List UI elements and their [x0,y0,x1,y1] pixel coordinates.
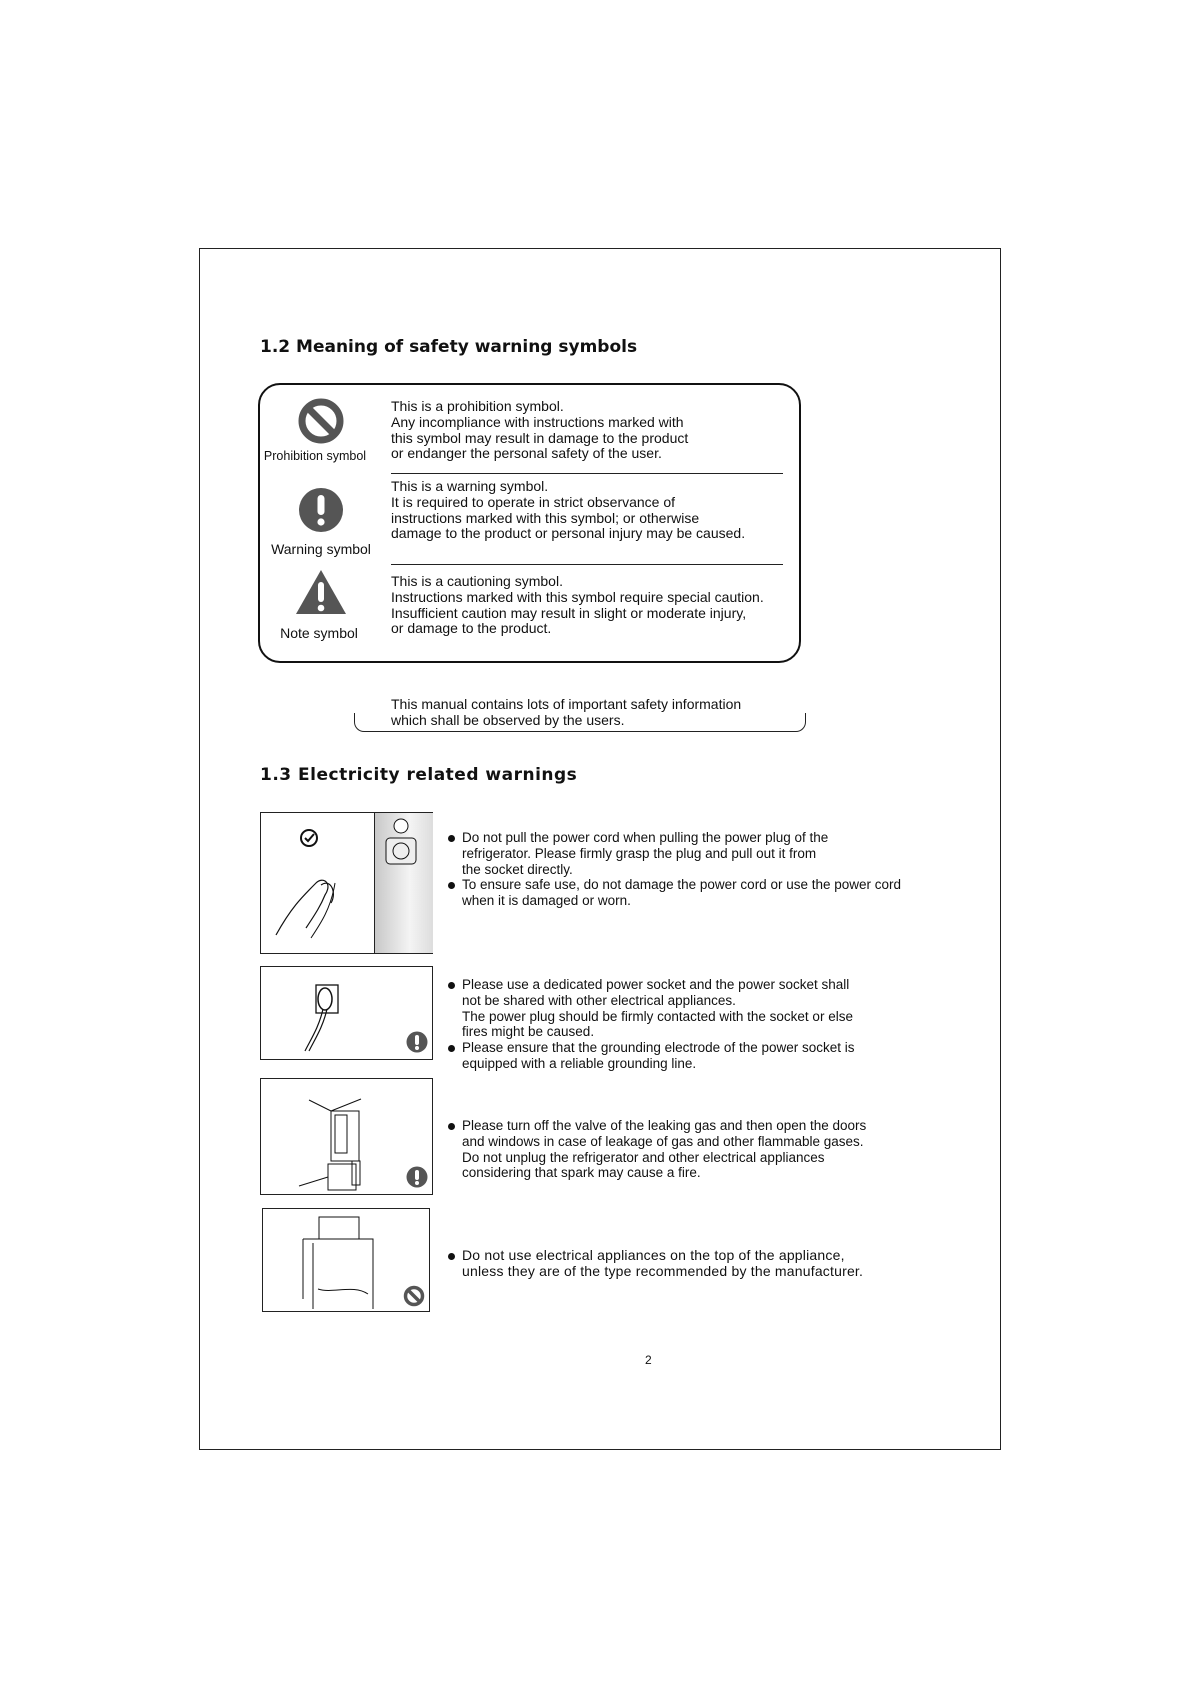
illustration-wall-socket [260,966,433,1060]
warning-icon [406,1166,428,1188]
divider [391,564,783,565]
warning-icon [406,1031,428,1053]
text-line: Do not unplug the refrigerator and other electrical appliances [462,1149,825,1165]
illustration-hand-pulling-plug [260,812,433,954]
text-line: which shall be observed by the users. [391,711,625,728]
text-line: fires might be caused. [462,1024,595,1040]
text-line: or damage to the product. [391,620,552,637]
safety-note [391,697,741,729]
text-line: this symbol may result in damage to the product [391,429,689,446]
bullet-line: Please ensure that the grounding electrode of the power socket is [448,1040,855,1056]
text-line: refrigerator. Please firmly grasp the plug and pull out it from [462,845,817,861]
text-line: and windows in case of leakage of gas and other flammable gases. [462,1133,864,1149]
warning-text-3 [448,1118,866,1181]
prohibition-description [391,399,688,462]
warning-icon [298,487,344,533]
text-line: considering that spark may cause a fire. [462,1165,701,1181]
caution-description [391,574,764,637]
bullet-line: Do not pull the power cord when pulling the power plug of the [448,830,901,846]
bullet-line: To ensure safe use, do not damage the power cord or use the power cord [448,877,901,893]
prohibition-symbol-label: Prohibition symbol [263,449,367,463]
section-title-1-3: 1.3 Electricity related warnings [260,765,578,785]
warning-text-1 [448,830,901,909]
illustration-appliance-on-fridge [262,1208,430,1312]
text-line: not be shared with other electrical appliances. [462,992,736,1008]
warning-text-2 [448,977,855,1072]
section-title-1-2: 1.2 Meaning of safety warning symbols [260,337,638,357]
caution-triangle-icon [294,568,348,616]
text-line: unless they are of the type recommended by the manufacturer. [462,1262,864,1279]
warning-symbol-label: Warning symbol [271,541,371,557]
warning-description [391,479,745,542]
text-line: when it is damaged or worn. [462,893,631,909]
text-line: The power plug should be firmly contacted with the socket or else [462,1008,853,1024]
hand-plug-drawing [261,813,432,953]
text-line: Insufficient caution may result in slight or moderate injury, [391,604,747,621]
text-line: damage to the product or personal injury may be caused. [391,525,746,542]
text-line: This manual contains lots of important safety information [391,696,742,712]
text-line: It is required to operate in strict observance of [391,493,676,510]
text-line: equipped with a reliable grounding line. [462,1055,697,1071]
divider [391,473,783,474]
bullet-line: Please turn off the valve of the leaking gas and then open the doors [448,1118,866,1134]
text-line: instructions marked with this symbol; or otherwise [391,509,700,526]
text-line: This is a prohibition symbol. [391,398,564,414]
text-line: This is a cautioning symbol. [391,573,563,589]
text-line: Any incompliance with instructions marked with [391,413,684,430]
warning-text-4 [448,1248,863,1280]
text-line: This is a warning symbol. [391,478,549,494]
bullet-line: Please use a dedicated power socket and the power socket shall [448,977,855,993]
bullet-line: Do not use electrical appliances on the top of the appliance, [448,1248,863,1264]
prohibition-icon [403,1285,425,1307]
text-line: Instructions marked with this symbol require special caution. [391,588,764,605]
text-line: the socket directly. [462,861,573,877]
illustration-gas-leak [260,1078,433,1195]
text-line: or endanger the personal safety of the user. [391,445,662,462]
page-number: 2 [645,1353,652,1367]
note-symbol-label: Note symbol [280,625,358,641]
prohibition-icon [297,397,345,445]
